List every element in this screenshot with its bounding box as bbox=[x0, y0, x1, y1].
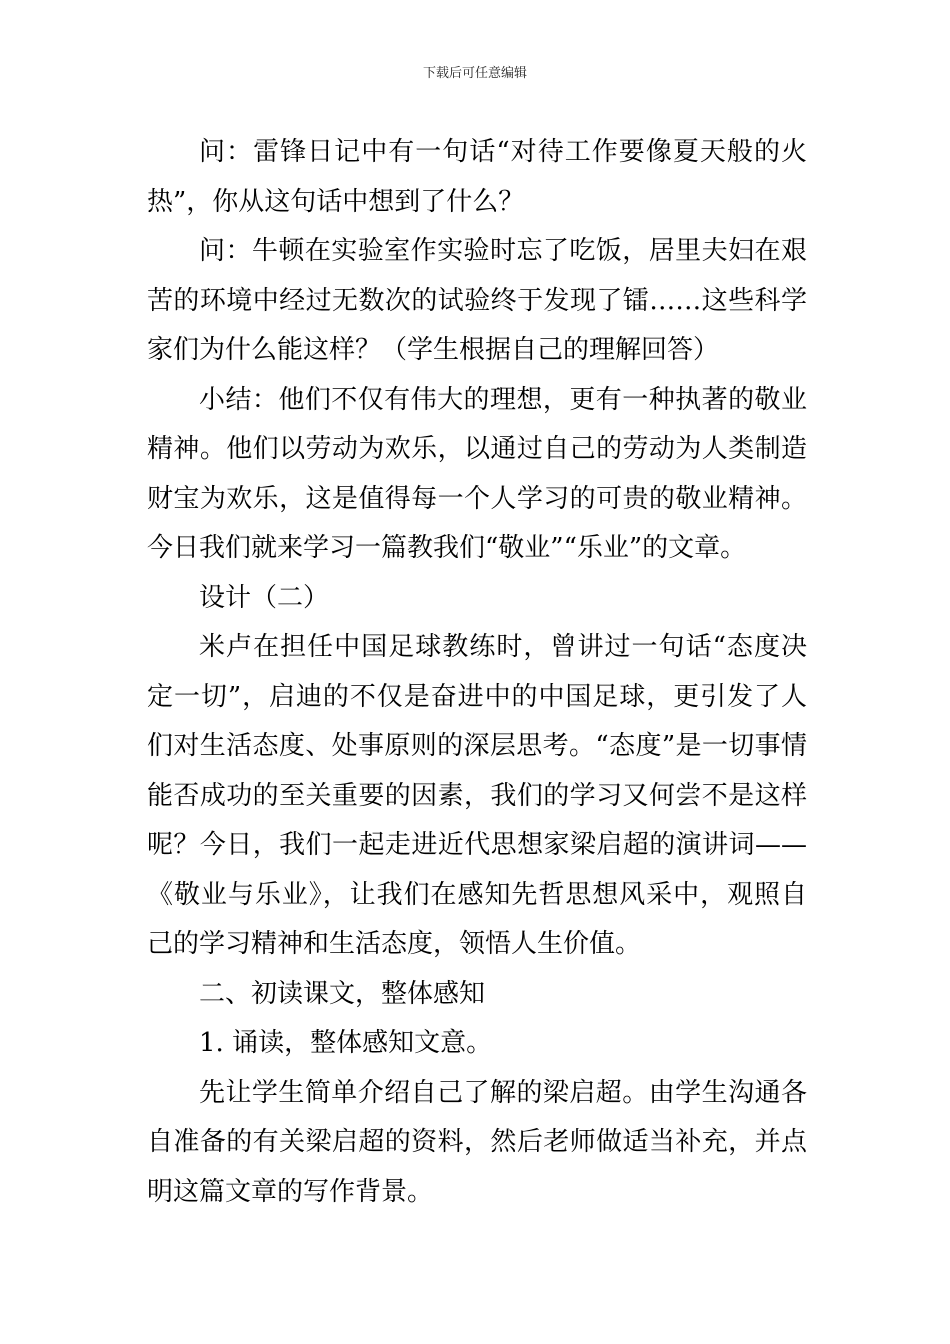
paragraph-question-leifeng: 问：雷锋日记中有一句话“对待工作要像夏天般的火热”，你从这句话中想到了什么？ bbox=[147, 137, 807, 217]
page-header: 下载后可任意编辑 bbox=[422, 66, 527, 81]
paragraph-milu-attitude: 米卢在担任中国足球教练时，曾讲过一句话“态度决定一切”，启迪的不仅是奋进中的中国足球，更引发了人们对生活态度、处事原则的深层思考。“态度”是一切事情能否成功的至关重要的因素，我们的学习又何尝不是这样呢？今日，我们一起走进近代思想家梁启超的演讲词——《敬业与乐业》，让我们在感知先哲思想风采中，观照自己的学习精神和生活态度，领悟人生价值。 bbox=[147, 632, 807, 959]
section-heading-design-two: 设计（二） bbox=[199, 582, 330, 613]
list-item-recite: 1. 诵读，整体感知文意。 bbox=[199, 1028, 493, 1058]
paragraph-question-scientists: 问：牛顿在实验室作实验时忘了吃饭，居里夫妇在艰苦的环境中经过无数次的试验终于发现了镭……这些科学家们为什么能这样？（学生根据自己的理解回答） bbox=[147, 236, 807, 365]
paragraph-liang-qichao-intro: 先让学生简单介绍自己了解的梁启超。由学生沟通各自准备的有关梁启超的资料，然后老师做适当补充，并点明这篇文章的写作背景。 bbox=[147, 1077, 807, 1207]
paragraph-summary: 小结：他们不仅有伟大的理想，更有一种执著的敬业精神。他们以劳动为欢乐，以通过自己的劳动为人类制造财宝为欢乐，这是值得每一个人学习的可贵的敬业精神。今日我们就来学习一篇教我们“敬业”“乐业”的文章。 bbox=[147, 384, 807, 563]
section-heading-first-reading: 二、初读课文，整体感知 bbox=[199, 978, 486, 1009]
document-body bbox=[147, 128, 807, 1217]
